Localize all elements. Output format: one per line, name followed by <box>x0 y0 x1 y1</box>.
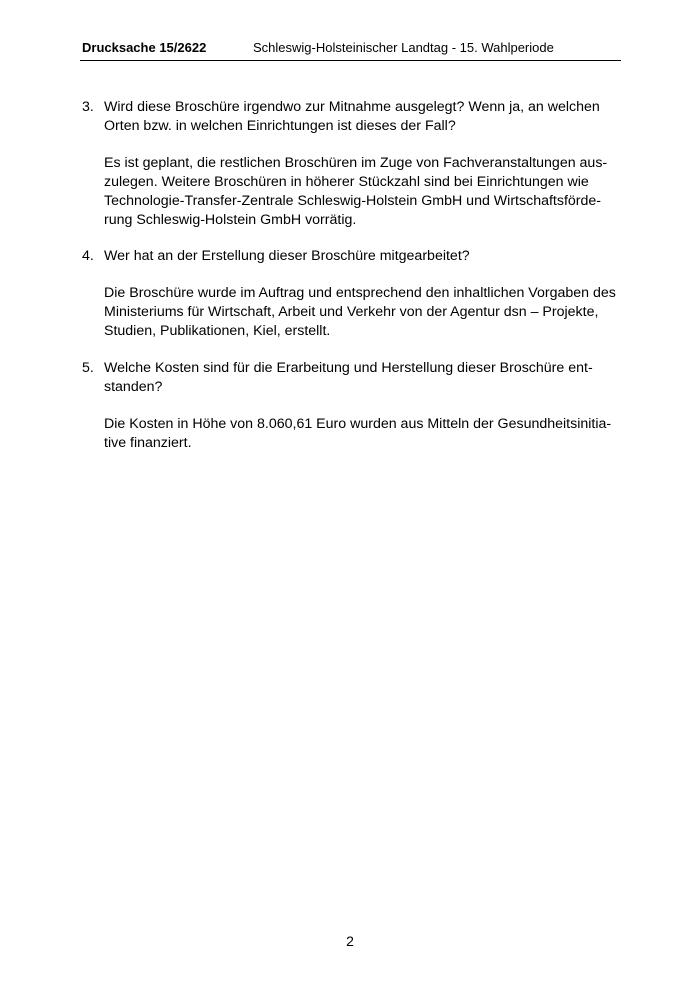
question-line: Orten bzw. in welchen Einrichtungen ist dieses der Fall? <box>104 118 456 134</box>
document-number: Drucksache 15/2622 <box>82 40 207 55</box>
question-item-5 <box>82 359 622 453</box>
answer-text <box>104 154 622 230</box>
answer-line: Die Broschüre wurde im Auftrag und entsprechend den inhaltlichen Vorgaben des <box>104 285 616 301</box>
answer-line: Es ist geplant, die restlichen Broschüren im Zuge von Fachveranstaltungen aus- <box>104 155 608 171</box>
page-header <box>82 40 620 60</box>
question-line: Wer hat an der Erstellung dieser Broschüre mitgearbeitet? <box>104 248 470 264</box>
item-number: 5. <box>82 360 94 376</box>
question-line: standen? <box>104 379 163 395</box>
answer-text <box>104 415 622 453</box>
item-number: 3. <box>82 99 94 115</box>
item-number: 4. <box>82 248 94 264</box>
question-text <box>104 98 622 136</box>
question-line: Wird diese Broschüre irgendwo zur Mitnahme ausgelegt? Wenn ja, an welchen <box>104 99 600 115</box>
parliament-title: Schleswig-Holsteinischer Landtag - 15. Wahlperiode <box>253 40 554 55</box>
answer-text <box>104 284 622 341</box>
question-item-4 <box>82 247 622 341</box>
answer-line: tive finanziert. <box>104 435 192 451</box>
answer-line: zulegen. Weitere Broschüren in höherer Stückzahl sind bei Einrichtungen wie <box>104 174 589 190</box>
page-number: 2 <box>346 933 354 949</box>
question-line: Welche Kosten sind für die Erarbeitung und Herstellung dieser Broschüre ent- <box>104 360 593 376</box>
answer-line: rung Schleswig-Holstein GmbH vorrätig. <box>104 212 357 228</box>
answer-line: Ministeriums für Wirtschaft, Arbeit und Verkehr von der Agentur dsn – Projekte, <box>104 304 599 320</box>
question-text <box>104 247 622 266</box>
answer-line: Technologie-Transfer-Zentrale Schleswig-Holstein GmbH und Wirtschaftsförde- <box>104 193 602 209</box>
question-text <box>104 359 622 397</box>
answer-line: Studien, Publikationen, Kiel, erstellt. <box>104 323 331 339</box>
question-item-3 <box>82 98 622 230</box>
answer-line: Die Kosten in Höhe von 8.060,61 Euro wurden aus Mitteln der Gesundheitsinitia- <box>104 416 612 432</box>
header-divider <box>80 60 621 61</box>
